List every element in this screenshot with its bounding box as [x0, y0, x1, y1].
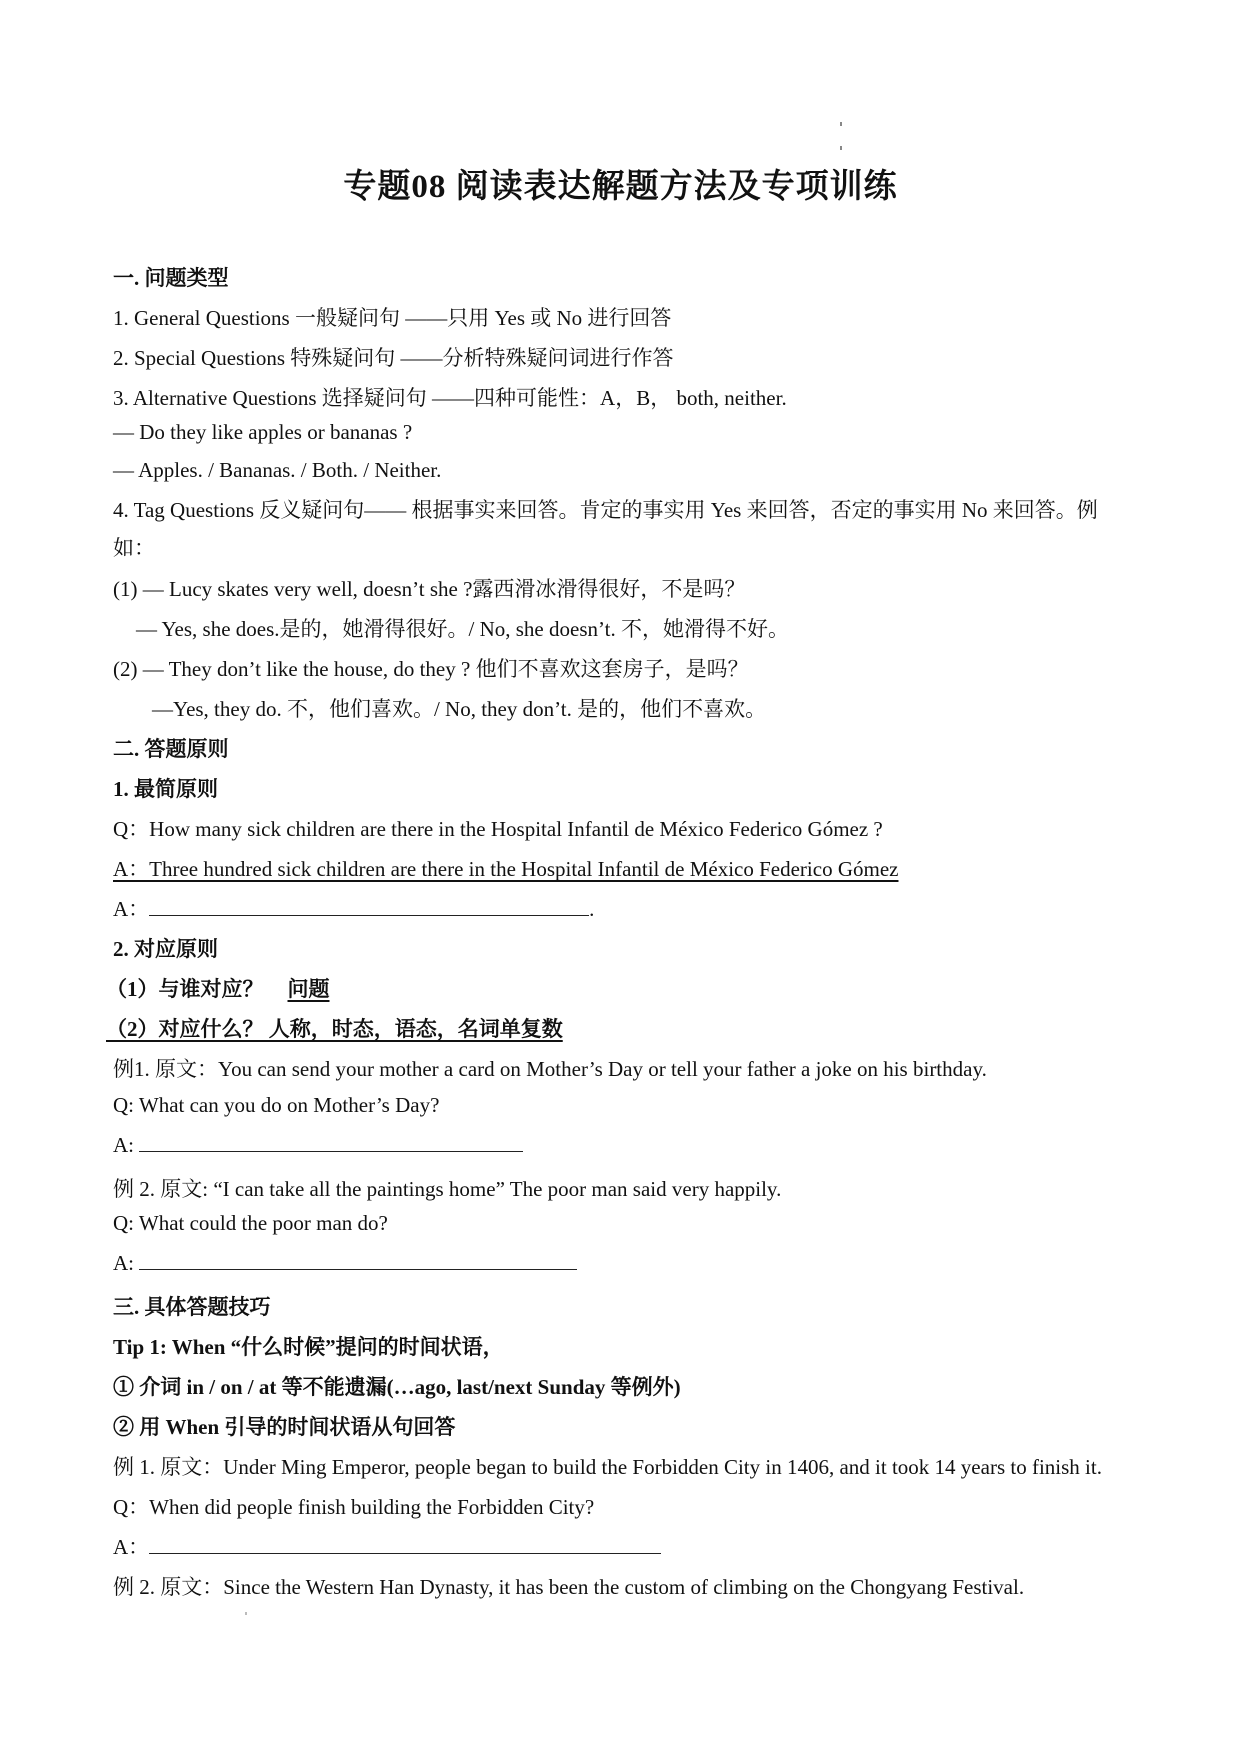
principle-simplest: 1. 最简原则	[113, 777, 218, 801]
correspondence-who	[106, 973, 330, 1003]
tip-1-point-b: ② 用 When 引导的时间状语从句回答	[113, 1415, 456, 1439]
example-1-answer-line	[113, 1133, 523, 1158]
principle-answer: A：Three hundred sick children are there in the Hospital Infantil de México Federico Gómez	[113, 857, 899, 881]
correspondence-who-label: （1）与谁对应？	[106, 977, 264, 1001]
tip-example-1-answer-line	[113, 1531, 661, 1561]
question-type-2: 2. Special Questions 特殊疑问句 ——分析特殊疑问词进行作答	[113, 346, 674, 370]
example-1-answer-label: A:	[113, 1133, 134, 1157]
example-answers: — Apples. / Bananas. / Both. / Neither.	[113, 458, 442, 482]
tag-example-2: (2) — They don’t like the house, do they ? 他们不喜欢这套房子，是吗？	[113, 657, 749, 681]
correspondence-who-value: 问题	[287, 977, 330, 1001]
principle-question: Q：How many sick children are there in the Hospital Infantil de México Federico Gómez ?	[113, 817, 883, 841]
example-2-answer-line	[113, 1251, 577, 1276]
tip-example-2-source: 例 2. 原文：Since the Western Han Dynasty, it has been the custom of climbing on the Chongyang Festival.	[113, 1575, 1025, 1599]
tag-example-2-answer: —Yes, they do. 不，他们喜欢。/ No, they don’t. 是的，他们不喜欢。	[152, 697, 767, 721]
question-type-4: 4. Tag Questions 反义疑问句—— 根据事实来回答。肯定的事实用 Yes 来回答，否定的事实用 No 来回答。例如：	[113, 498, 1098, 560]
tag-example-1-answer: — Yes, she does.是的，她滑得很好。/ No, she doesn’t. 不，她滑得不好。	[136, 617, 789, 641]
example-1-answer-blank[interactable]	[139, 1133, 523, 1152]
answer-label: A：	[113, 897, 150, 921]
correspondence-what: （2）对应什么？ 人称，时态，语态，名词单复数	[106, 1017, 563, 1041]
scan-mark	[840, 122, 842, 126]
example-2-question: Q: What could the poor man do?	[113, 1211, 388, 1235]
section-heading-principles: 二. 答题原则	[113, 737, 229, 761]
principle-correspondence: 2. 对应原则	[113, 937, 218, 961]
example-1-question: Q: What can you do on Mother’s Day?	[113, 1093, 440, 1117]
tip-example-1-source: 例 1. 原文：Under Ming Emperor, people began to build the Forbidden City in 1406, and it took 14 years to finish it.	[113, 1455, 1102, 1479]
tip-example-1-question: Q：When did people finish building the Forbidden City?	[113, 1495, 595, 1519]
example-question: — Do they like apples or bananas ?	[113, 420, 413, 444]
tip-example-1-answer-blank[interactable]	[149, 1535, 661, 1554]
tip-1: Tip 1: When “什么时候”提问的时间状语，	[113, 1335, 504, 1359]
example-2-answer-blank[interactable]	[139, 1251, 577, 1270]
answer-blank-line	[113, 893, 594, 923]
document-title: 专题08 阅读表达解题方法及专项训练	[343, 169, 898, 205]
section-heading-question-types: 一. 问题类型	[113, 266, 229, 290]
scan-mark	[245, 1612, 247, 1615]
example-2-source: 例 2. 原文: “I can take all the paintings home” The poor man said very happily.	[113, 1177, 782, 1201]
section-heading-techniques: 三. 具体答题技巧	[113, 1295, 271, 1319]
tag-example-1: (1) — Lucy skates very well, doesn’t she ?露西滑冰滑得很好，不是吗？	[113, 577, 746, 601]
answer-blank[interactable]	[149, 897, 589, 916]
tip-1-point-a: ① 介词 in / on / at 等不能遗漏(…ago, last/next Sunday 等例外)	[113, 1375, 681, 1399]
example-1-source: 例1. 原文：You can send your mother a card on Mother’s Day or tell your father a joke on his birthday.	[113, 1057, 987, 1081]
example-2-answer-label: A:	[113, 1251, 134, 1275]
scan-mark	[840, 146, 842, 150]
answer-period: .	[589, 897, 595, 921]
question-type-1: 1. General Questions 一般疑问句 ——只用 Yes 或 No 进行回答	[113, 306, 672, 330]
question-type-3: 3. Alternative Questions 选择疑问句 ——四种可能性：A，B， both, neither.	[113, 386, 787, 410]
tip-example-1-answer-label: A：	[113, 1535, 150, 1559]
